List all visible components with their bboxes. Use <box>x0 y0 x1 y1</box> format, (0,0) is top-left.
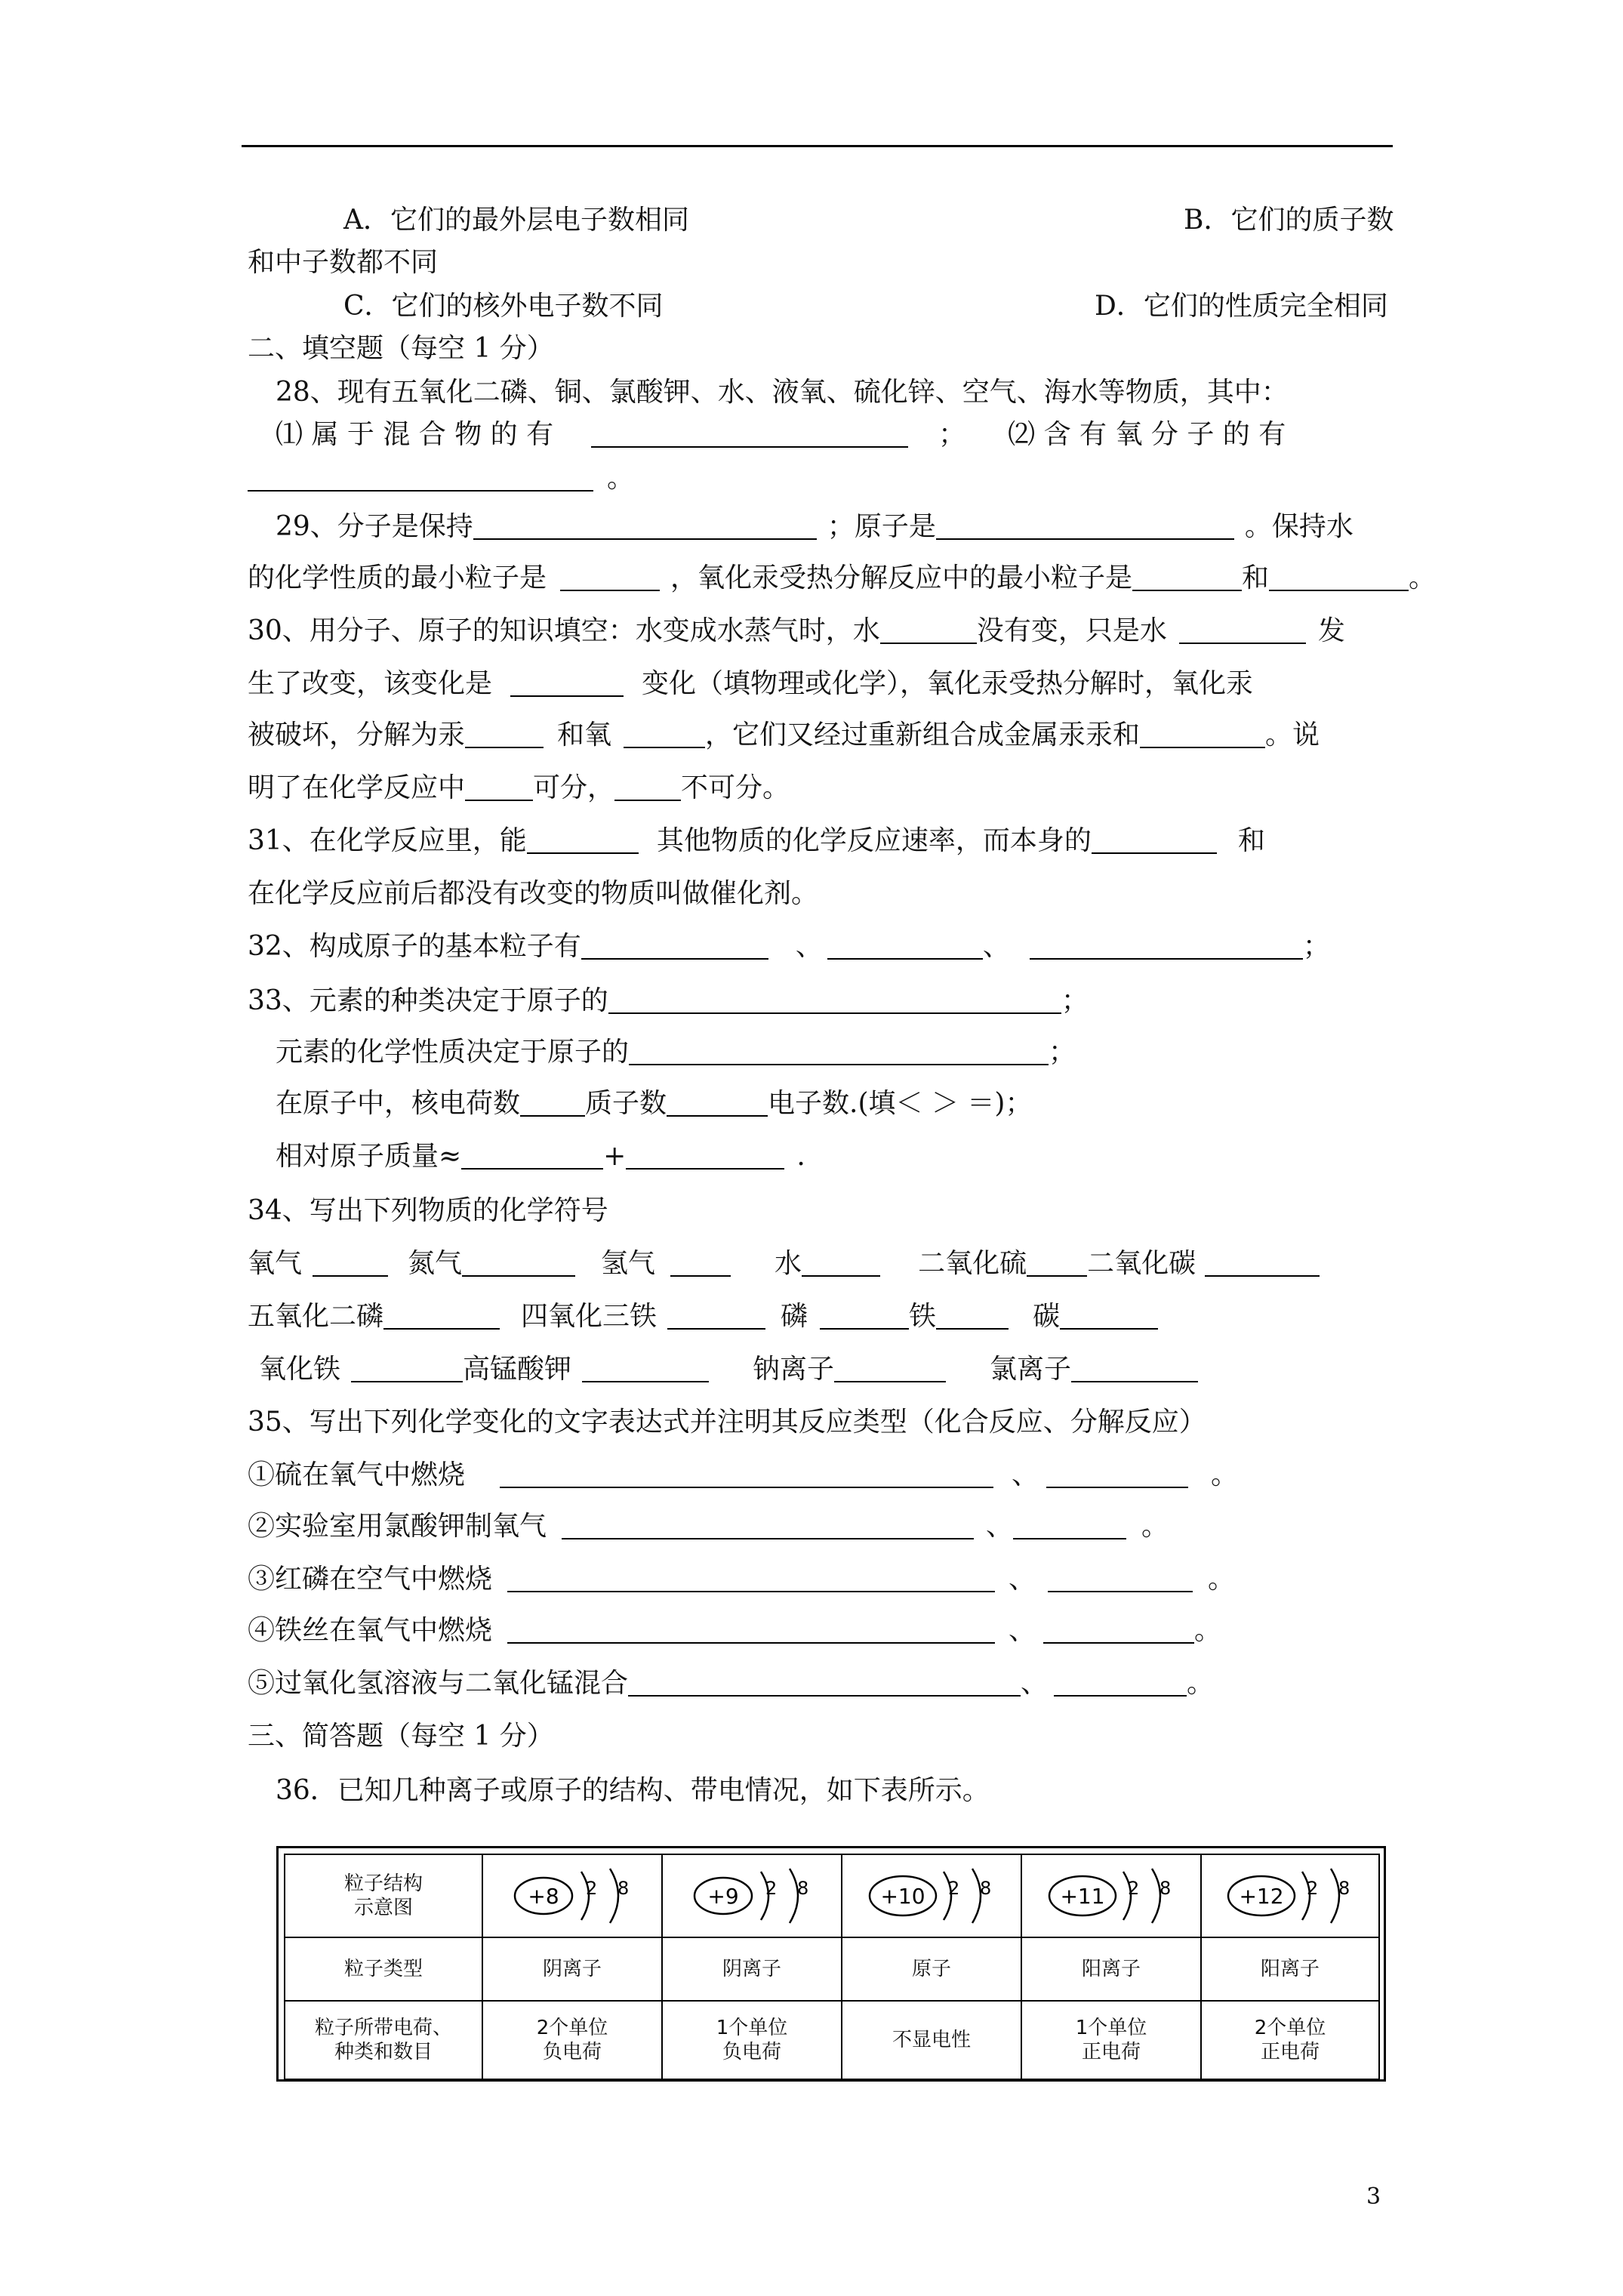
header-rule <box>242 145 1393 147</box>
q34-label-hydrogen: 氢气 <box>601 1248 656 1279</box>
row-header-structure <box>285 1854 482 1937</box>
table-row-type <box>285 1937 1379 2001</box>
q35-title: 35、写出下列化学变化的文字表达式并注明其反应类型（化合反应、分解反应） <box>248 1407 1206 1438</box>
page-number: 3 <box>1366 2184 1381 2210</box>
q36-particle-table <box>284 1854 1380 2080</box>
q35-item-5-label: ⑤过氧化氢溶液与二氧化锰混合 <box>248 1668 629 1699</box>
charge-cell <box>662 2001 842 2079</box>
q35-item-1-equation-blank[interactable] <box>500 1459 993 1488</box>
q29-smallest-particle-blank-2[interactable] <box>1269 562 1409 591</box>
q33-text-b: 元素的化学性质决定于原子的 <box>276 1037 630 1068</box>
table-row-charge <box>285 2001 1379 2079</box>
q34-label-potassium-permanganate: 高锰酸钾 <box>463 1354 572 1385</box>
section-3-title: 三、简答题（每空 1 分） <box>248 1721 554 1752</box>
q35-item-4-type-blank[interactable] <box>1043 1615 1194 1644</box>
atom-diagram-1 <box>497 1858 648 1934</box>
q30-text-d: 生了改变，该变化是 <box>248 668 493 699</box>
q28-line-3 <box>248 462 634 495</box>
charge-cell <box>482 2001 662 2079</box>
q32-particle-blank-2[interactable] <box>827 931 983 960</box>
q34-carbon-dioxide-blank[interactable] <box>1205 1248 1320 1277</box>
shell-2-electrons: 8 <box>797 1878 809 1899</box>
shell-1-electrons: 2 <box>948 1878 960 1899</box>
q33-text-b-end: ； <box>1049 1037 1076 1068</box>
q27-option-a: A．它们的最外层电子数相同 <box>343 205 689 236</box>
q33-comparison-blank-1[interactable] <box>520 1088 585 1117</box>
q35-item-4-equation-blank[interactable] <box>507 1615 995 1644</box>
nucleus-label: +12 <box>1239 1884 1284 1909</box>
q34-phosphorus-pentoxide-blank[interactable] <box>383 1301 500 1330</box>
q30-text-a: 30、用分子、原子的知识填空：水变成水蒸气时，水 <box>248 615 880 646</box>
atom-structure-diagram <box>1021 1854 1201 1937</box>
q28-end-mark: 。 <box>607 463 635 494</box>
atom-diagram-3 <box>856 1858 1007 1934</box>
row-header-charge-line-1: 粒子所带电荷、 <box>314 2017 452 2039</box>
q34-label-sulfur-dioxide: 二氧化硫 <box>918 1248 1027 1279</box>
q35-item-2-sep: 、 <box>986 1511 1014 1542</box>
q28-oxygen-molecule-answer-blank[interactable] <box>248 463 593 492</box>
q34-iron-blank[interactable] <box>936 1301 1009 1330</box>
q28-mixture-answer-blank[interactable] <box>591 419 908 448</box>
q29-atom-definition-blank[interactable] <box>936 511 1234 540</box>
q30-oxygen-blank[interactable] <box>624 720 705 748</box>
q31-text-c: 和 <box>1237 825 1265 856</box>
q34-phosphorus-blank[interactable] <box>820 1301 909 1330</box>
q35-item-3-label: ③红磷在空气中燃烧 <box>248 1564 493 1595</box>
q32-line <box>248 930 1330 963</box>
q31-rate-blank[interactable] <box>527 825 639 854</box>
q34-label-phosphorus: 磷 <box>781 1301 808 1332</box>
nucleus-label: +9 <box>707 1884 739 1909</box>
q35-item-1 <box>248 1459 1238 1492</box>
particle-type-cell: 阳离子 <box>1021 1937 1201 2001</box>
charge-cell <box>1021 2001 1201 2079</box>
q30-line-1 <box>248 615 1345 648</box>
atom-diagram-2 <box>676 1858 827 1934</box>
q34-oxygen-blank[interactable] <box>313 1248 388 1277</box>
q32-particle-blank-1[interactable] <box>581 931 768 960</box>
q31-line-1 <box>248 824 1265 858</box>
q30-text-i: 。说 <box>1265 720 1320 750</box>
q27-option-c: C．它们的核外电子数不同 <box>343 291 664 322</box>
q34-label-carbon-dioxide: 二氧化碳 <box>1087 1248 1196 1279</box>
q34-row-3 <box>259 1353 1198 1386</box>
q34-ferric-oxide-blank[interactable] <box>351 1354 463 1382</box>
q35-item-3-type-blank[interactable] <box>1048 1564 1193 1592</box>
q29-text-c: 。保持水 <box>1244 511 1354 542</box>
atom-diagram-5 <box>1215 1858 1366 1934</box>
q35-item-1-type-blank[interactable] <box>1046 1459 1188 1488</box>
nucleus-label: +8 <box>528 1884 559 1909</box>
q35-item-4 <box>248 1614 1221 1647</box>
q33-mass-blank-2[interactable] <box>626 1141 784 1170</box>
q34-hydrogen-blank[interactable] <box>670 1248 731 1277</box>
q30-product-blank[interactable] <box>1140 720 1265 748</box>
q35-item-4-end: 。 <box>1194 1615 1222 1646</box>
q34-label-phosphorus-pentoxide: 五氧化二磷 <box>248 1301 384 1332</box>
q33-text-d3: . <box>796 1141 805 1172</box>
q33-text-c3: 电子数.(填＜ ＞ ＝)； <box>768 1088 1033 1119</box>
q34-label-sodium-ion: 钠离子 <box>753 1354 835 1385</box>
q30-line-3 <box>248 719 1320 752</box>
particle-type-cell: 原子 <box>842 1937 1021 2001</box>
q29-text-a: 29、分子是保持 <box>276 511 473 542</box>
q34-title: 34、写出下列物质的化学符号 <box>248 1195 608 1226</box>
q32-particle-blank-3[interactable] <box>1030 931 1303 960</box>
charge-kind: 负电荷 <box>542 2041 602 2063</box>
q34-label-oxygen: 氧气 <box>248 1248 303 1279</box>
q35-item-5 <box>248 1667 1214 1700</box>
q33-text-a-end: ； <box>1061 985 1089 1016</box>
q31-unchanged-blank[interactable] <box>1092 825 1217 854</box>
q32-text-a: 32、构成原子的基本粒子有 <box>248 931 581 962</box>
shell-2-electrons: 8 <box>617 1878 630 1899</box>
charge-amount: 1个单位 <box>716 2017 788 2039</box>
q29-line-2 <box>248 562 1436 595</box>
section-2-title: 二、填空题（每空 1 分） <box>248 333 554 364</box>
q27-option-b: B．它们的质子数 <box>1184 205 1394 236</box>
row-header-charge-line-2: 种类和数目 <box>334 2041 433 2063</box>
row-header-charge <box>285 2001 482 2079</box>
q35-item-3-end: 。 <box>1208 1564 1236 1595</box>
q29-text-g: 。 <box>1409 562 1437 593</box>
q33-line-3 <box>276 1087 1032 1120</box>
q34-sulfur-dioxide-blank[interactable] <box>1027 1248 1087 1277</box>
charge-amount: 不显电性 <box>892 2029 971 2051</box>
q28-part-2-label: ⑵ 含 有 氧 分 子 的 有 <box>1008 419 1286 450</box>
q35-item-2-equation-blank[interactable] <box>562 1511 974 1539</box>
row-header-structure-line-1: 粒子结构 <box>343 1872 423 1895</box>
q30-text-k: 可分， <box>533 772 615 803</box>
q35-item-5-equation-blank[interactable] <box>628 1668 1021 1697</box>
q30-text-g: 和氧 <box>557 720 612 750</box>
q35-item-2-type-blank[interactable] <box>1013 1511 1126 1539</box>
q31-text-b: 其他物质的化学反应速率，而本身的 <box>656 825 1092 856</box>
q30-change-type-blank[interactable] <box>510 668 624 697</box>
q35-item-3-equation-blank[interactable] <box>507 1564 995 1592</box>
q30-text-e: 变化（填物理或化学），氧化汞受热分解时，氧化汞 <box>642 668 1254 699</box>
q35-item-3-sep: 、 <box>1009 1564 1036 1595</box>
q34-label-water: 水 <box>775 1248 802 1279</box>
shell-1-electrons: 2 <box>586 1878 598 1899</box>
q30-text-l: 不可分。 <box>681 772 790 803</box>
atom-structure-diagram <box>662 1854 842 1937</box>
q35-item-3 <box>248 1563 1235 1596</box>
q28-line-2 <box>276 418 1286 451</box>
q33-line-2 <box>276 1036 1076 1069</box>
q33-text-c: 在原子中，核电荷数 <box>276 1088 521 1119</box>
q35-item-5-end: 。 <box>1187 1668 1215 1699</box>
q33-chemical-property-blank[interactable] <box>629 1037 1049 1065</box>
charge-amount: 2个单位 <box>1254 2017 1326 2039</box>
charge-kind: 正电荷 <box>1260 2041 1320 2063</box>
charge-amount: 2个单位 <box>536 2017 608 2039</box>
q29-water-particle-blank[interactable] <box>560 562 660 591</box>
q31-text-a: 31、在化学反应里，能 <box>248 825 527 856</box>
q30-indivisible-blank[interactable] <box>614 772 681 801</box>
particle-type-cell: 阴离子 <box>482 1937 662 2001</box>
q34-iron-oxide-blank[interactable] <box>667 1301 765 1330</box>
q33-text-d: 相对原子质量≈ <box>276 1141 462 1172</box>
q35-item-5-type-blank[interactable] <box>1054 1668 1187 1697</box>
q27-option-d: D．它们的性质完全相同 <box>1095 291 1388 322</box>
shell-2-electrons: 8 <box>1160 1878 1172 1899</box>
q30-changed-blank[interactable] <box>1179 615 1306 644</box>
q29-text-b: ；原子是 <box>827 511 936 542</box>
q34-label-iron-oxide: 四氧化三铁 <box>521 1301 658 1332</box>
q31-line-2: 在化学反应前后都没有改变的物质叫做催化剂。 <box>248 878 819 909</box>
q33-text-c2: 质子数 <box>585 1088 667 1119</box>
q35-item-1-label: ①硫在氧气中燃烧 <box>248 1459 466 1490</box>
q33-line-4 <box>276 1140 805 1173</box>
q35-item-4-label: ④铁丝在氧气中燃烧 <box>248 1615 493 1646</box>
q35-item-5-sep: 、 <box>1021 1668 1049 1699</box>
nucleus-label: +10 <box>880 1884 925 1909</box>
charge-amount: 1个单位 <box>1075 2017 1147 2039</box>
table-row-structure <box>285 1854 1379 1937</box>
q35-item-2 <box>248 1510 1169 1543</box>
q30-text-c: 发 <box>1317 615 1345 646</box>
shell-1-electrons: 2 <box>765 1878 778 1899</box>
q34-chloride-ion-blank[interactable] <box>1071 1354 1198 1382</box>
q34-water-blank[interactable] <box>802 1248 880 1277</box>
shell-2-electrons: 8 <box>1338 1878 1350 1899</box>
q34-label-iron: 铁 <box>909 1301 937 1332</box>
q34-nitrogen-blank[interactable] <box>462 1248 575 1277</box>
q36-stem: 36．已知几种离子或原子的结构、带电情况，如下表所示。 <box>276 1775 990 1806</box>
q34-label-chloride-ion: 氯离子 <box>990 1354 1072 1385</box>
q30-divisible-blank[interactable] <box>465 772 533 801</box>
q32-text-d: ； <box>1302 931 1330 962</box>
q32-text-c: 、 <box>982 931 1010 962</box>
shell-1-electrons: 2 <box>1128 1878 1140 1899</box>
q27-option-b-continued: 和中子数都不同 <box>248 247 439 278</box>
q29-text-f: 和 <box>1242 562 1270 593</box>
q35-item-4-sep: 、 <box>1009 1615 1036 1646</box>
q34-sodium-ion-blank[interactable] <box>834 1354 946 1382</box>
charge-cell <box>1201 2001 1379 2079</box>
q30-text-j: 明了在化学反应中 <box>248 772 466 803</box>
q34-row-1 <box>248 1247 1320 1281</box>
q30-mercury-blank[interactable] <box>465 720 544 748</box>
q29-text-e: ，氧化汞受热分解反应中的最小粒子是 <box>670 562 1133 593</box>
q34-label-carbon: 碳 <box>1033 1301 1061 1332</box>
q29-text-d: 的化学性质的最小粒子是 <box>248 562 547 593</box>
q28-part-1-label: ⑴ 属 于 混 合 物 的 有 <box>276 419 554 450</box>
q33-line-1 <box>248 985 1089 1018</box>
q28-stem: 28、现有五氧化二磷、铜、氯酸钾、水、液氧、硫化锌、空气、海水等物质，其中： <box>276 377 1289 408</box>
q29-line-1 <box>276 510 1354 544</box>
atom-structure-diagram <box>482 1854 662 1937</box>
q35-item-2-label: ②实验室用氯酸钾制氧气 <box>248 1511 547 1542</box>
q33-comparison-blank-2[interactable] <box>667 1088 768 1117</box>
q30-line-2 <box>248 667 1253 701</box>
q28-separator: ； <box>938 419 966 450</box>
particle-type-cell: 阳离子 <box>1201 1937 1379 2001</box>
q33-text-d2: + <box>603 1141 627 1172</box>
atom-structure-diagram <box>1201 1854 1379 1937</box>
q32-text-b: 、 <box>795 931 823 962</box>
charge-kind: 正电荷 <box>1081 2041 1141 2063</box>
row-header-type: 粒子类型 <box>285 1937 482 2001</box>
charge-cell <box>842 2001 1021 2079</box>
row-header-structure-line-2: 示意图 <box>353 1897 413 1919</box>
q29-molecule-definition-blank[interactable] <box>473 511 817 540</box>
q34-label-ferric-oxide: 氧化铁 <box>259 1354 341 1385</box>
q34-carbon-blank[interactable] <box>1060 1301 1158 1330</box>
q33-text-a: 33、元素的种类决定于原子的 <box>248 985 608 1016</box>
atom-structure-diagram <box>842 1854 1021 1937</box>
q34-label-nitrogen: 氮气 <box>408 1248 463 1279</box>
charge-kind: 负电荷 <box>722 2041 781 2063</box>
shell-2-electrons: 8 <box>980 1878 992 1899</box>
q34-potassium-permanganate-blank[interactable] <box>582 1354 709 1382</box>
q30-text-b: 没有变，只是水 <box>976 615 1167 646</box>
q30-line-4 <box>248 772 790 805</box>
q34-row-2 <box>248 1300 1158 1333</box>
shell-1-electrons: 2 <box>1307 1878 1319 1899</box>
q29-smallest-particle-blank-1[interactable] <box>1132 562 1242 591</box>
q35-item-1-sep: 、 <box>1012 1459 1039 1490</box>
q35-item-1-end: 。 <box>1211 1459 1239 1490</box>
particle-type-cell: 阴离子 <box>662 1937 842 2001</box>
q33-mass-blank-1[interactable] <box>461 1141 603 1170</box>
q30-text-h: ，它们又经过重新组合成金属汞汞和 <box>705 720 1141 750</box>
nucleus-label: +11 <box>1060 1884 1105 1909</box>
q30-text-f: 被破坏，分解为汞 <box>248 720 466 750</box>
q35-item-2-end: 。 <box>1141 1511 1169 1542</box>
q33-element-type-blank[interactable] <box>608 985 1061 1014</box>
q30-unchanged-blank[interactable] <box>880 615 977 644</box>
atom-diagram-4 <box>1036 1858 1187 1934</box>
